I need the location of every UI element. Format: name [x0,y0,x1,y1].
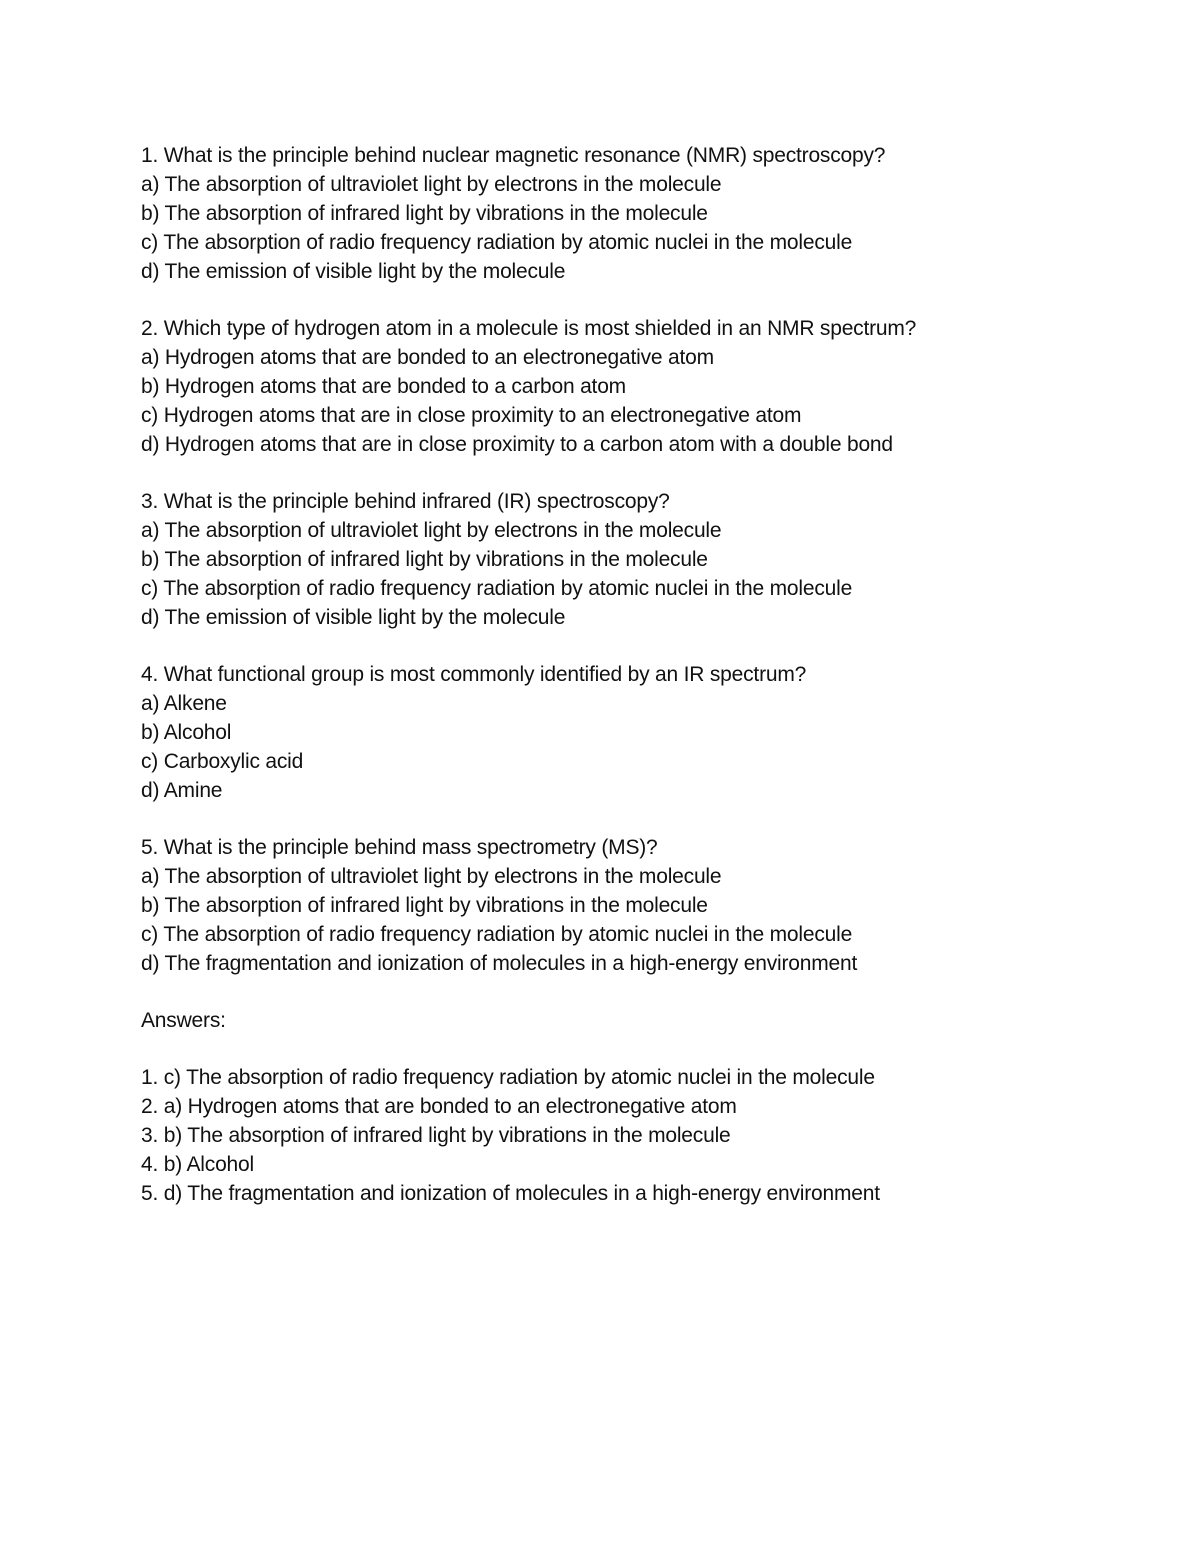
option-d: d) Hydrogen atoms that are in close proximity to a carbon atom with a double bond [141,433,893,456]
answer-4: 4. b) Alcohol [141,1153,254,1176]
answer-5: 5. d) The fragmentation and ionization of molecules in a high-energy environment [141,1182,880,1205]
option-a: a) Hydrogen atoms that are bonded to an electronegative atom [141,346,714,369]
option-c: c) The absorption of radio frequency radiation by atomic nuclei in the molecule [141,923,853,946]
option-c: c) Hydrogen atoms that are in close proximity to an electronegative atom [141,404,802,427]
question-text: 5. What is the principle behind mass spectrometry (MS)? [141,836,658,859]
option-a: a) The absorption of ultraviolet light by electrons in the molecule [141,519,722,542]
answer-2: 2. a) Hydrogen atoms that are bonded to an electronegative atom [141,1095,737,1118]
option-b: b) The absorption of infrared light by vibrations in the molecule [141,202,708,225]
answer-3: 3. b) The absorption of infrared light by vibrations in the molecule [141,1124,731,1147]
option-a: a) Alkene [141,692,227,715]
answers-list [141,1063,1141,1208]
option-d: d) The emission of visible light by the molecule [141,260,566,283]
question-1 [141,141,1141,286]
question-2 [141,314,1141,459]
option-b: b) Alcohol [141,721,232,744]
option-c: c) The absorption of radio frequency radiation by atomic nuclei in the molecule [141,577,853,600]
question-text: 2. Which type of hydrogen atom in a molecule is most shielded in an NMR spectrum? [141,317,917,340]
option-b: b) The absorption of infrared light by vibrations in the molecule [141,894,708,917]
question-text: 3. What is the principle behind infrared (IR) spectroscopy? [141,490,670,513]
question-5 [141,833,1141,978]
option-c: c) Carboxylic acid [141,750,304,773]
option-b: b) The absorption of infrared light by vibrations in the molecule [141,548,708,571]
document-page [141,141,1141,1236]
answer-1: 1. c) The absorption of radio frequency radiation by atomic nuclei in the molecule [141,1066,875,1089]
option-d: d) Amine [141,779,223,802]
question-4 [141,660,1141,805]
option-a: a) The absorption of ultraviolet light by electrons in the molecule [141,865,722,888]
option-a: a) The absorption of ultraviolet light by electrons in the molecule [141,173,722,196]
answers-heading: Answers: [141,1009,226,1032]
option-b: b) Hydrogen atoms that are bonded to a carbon atom [141,375,626,398]
question-3 [141,487,1141,632]
option-d: d) The fragmentation and ionization of molecules in a high-energy environment [141,952,858,975]
option-c: c) The absorption of radio frequency radiation by atomic nuclei in the molecule [141,231,853,254]
option-d: d) The emission of visible light by the molecule [141,606,566,629]
question-text: 4. What functional group is most commonly identified by an IR spectrum? [141,663,807,686]
question-text: 1. What is the principle behind nuclear magnetic resonance (NMR) spectroscopy? [141,144,886,167]
